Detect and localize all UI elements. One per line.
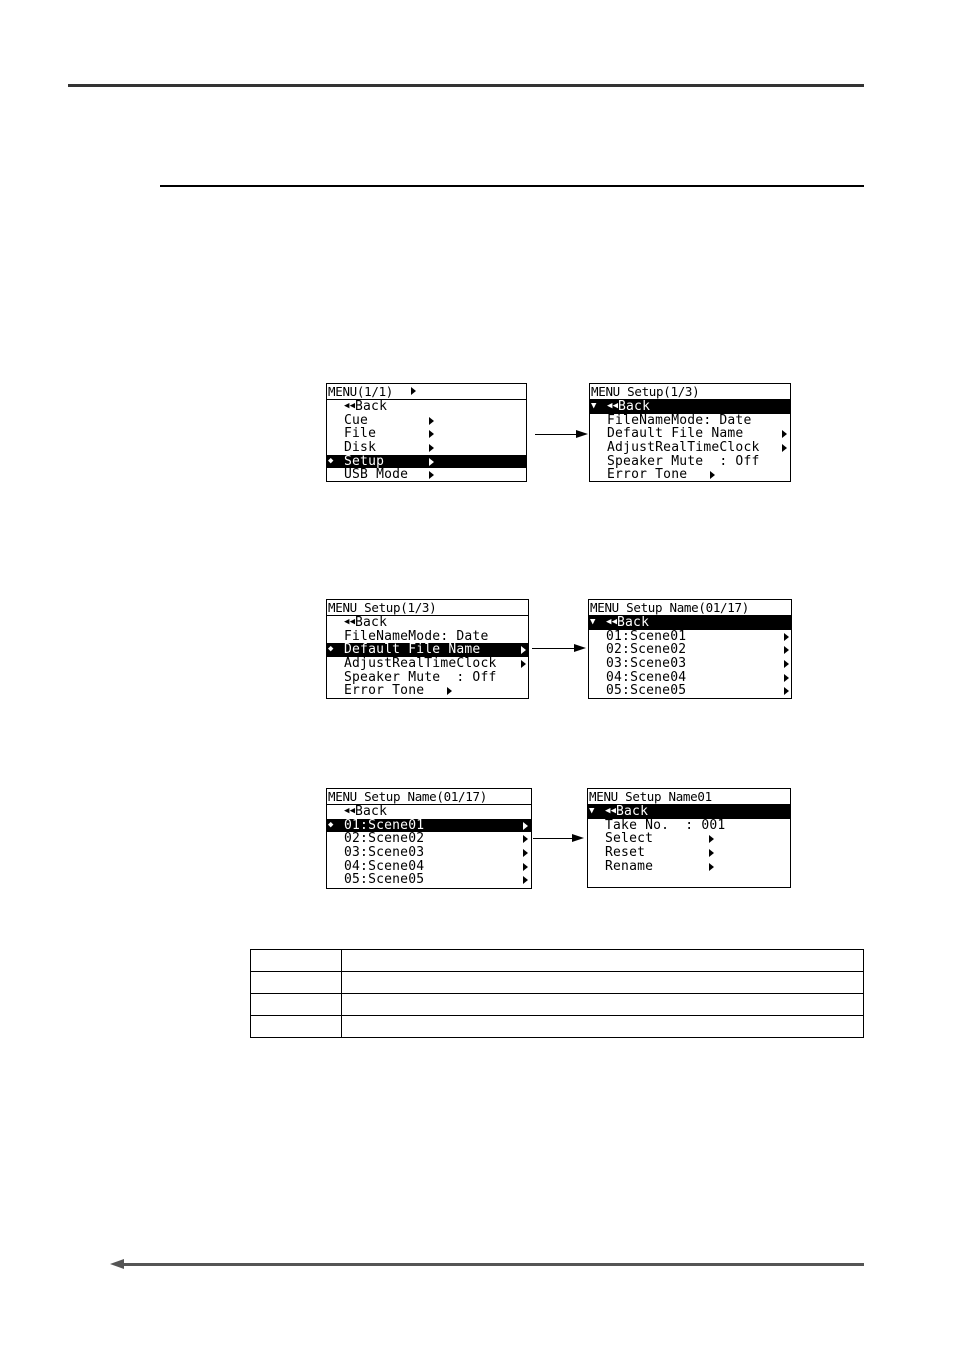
submenu-arrow-icon [709, 835, 714, 843]
lcd-title: MENU Setup Name01 [588, 789, 790, 805]
lcd-row-rename[interactable]: Rename [588, 860, 790, 874]
lcd-row-scene[interactable]: 03:Scene03 [589, 657, 791, 671]
lcd-row-scene[interactable]: 05:Scene05 [589, 684, 791, 698]
lcd-row-adjust-clock[interactable]: AdjustRealTimeClock [327, 657, 528, 671]
submenu-arrow-icon [523, 835, 528, 843]
lcd-row-scene[interactable]: 04:Scene04 [327, 860, 531, 874]
submenu-arrow-icon [784, 687, 789, 695]
lcd-row-scene[interactable]: 01:Scene01 [589, 630, 791, 644]
table-cell [342, 950, 864, 972]
submenu-arrow-icon [784, 660, 789, 668]
lcd-row-scene[interactable]: 02:Scene02 [327, 832, 531, 846]
table-cell [342, 994, 864, 1016]
lcd-row-setup[interactable]: ◆ Setup [327, 455, 526, 469]
section-rule [160, 185, 864, 187]
submenu-arrow-icon [710, 471, 715, 479]
lcd-row-usb-mode[interactable]: USB Mode [327, 468, 526, 482]
table-row [251, 950, 864, 972]
back-icon: ◀◀ [344, 806, 356, 816]
table-cell [342, 1016, 864, 1038]
table-cell [251, 972, 342, 994]
lcd-screen-name01 [587, 788, 791, 888]
submenu-arrow-icon [523, 849, 528, 857]
submenu-arrow-icon [447, 687, 452, 695]
lcd-title: MENU Setup(1/3) [327, 600, 528, 616]
lcd-row-back[interactable]: ▼ ◀◀ Back [590, 400, 790, 414]
lcd-title: MENU(1/1) [327, 384, 526, 400]
table-cell [342, 972, 864, 994]
lcd-row-scene[interactable]: ◆ 01:Scene01 [327, 819, 531, 833]
flow-arrow-icon [576, 430, 588, 438]
submenu-arrow-icon [784, 674, 789, 682]
lcd-row-disk[interactable]: Disk [327, 441, 526, 455]
back-icon: ◀◀ [607, 401, 619, 411]
scroll-down-icon: ▼ [591, 401, 597, 411]
lcd-title: MENU Setup Name(01/17) [589, 600, 791, 616]
submenu-arrow-icon [429, 430, 434, 438]
lcd-title: MENU Setup Name(01/17) [327, 789, 531, 805]
settings-table [250, 949, 864, 1038]
lcd-row-select[interactable]: Select [588, 832, 790, 846]
footer-rule [122, 1263, 864, 1266]
submenu-arrow-icon [709, 863, 714, 871]
back-icon: ◀◀ [606, 617, 618, 627]
lcd-row-scene[interactable]: 05:Scene05 [327, 873, 531, 887]
submenu-arrow-icon [709, 849, 714, 857]
lcd-row-filenamemode[interactable]: FileNameMode: Date [344, 628, 489, 644]
submenu-arrow-icon [521, 660, 526, 668]
lcd-row-error-tone[interactable]: Error Tone [327, 684, 528, 698]
table-row [251, 972, 864, 994]
lcd-row-speaker-mute[interactable]: Speaker Mute : Off [344, 669, 497, 685]
table-cell [251, 994, 342, 1016]
table-row [251, 994, 864, 1016]
submenu-arrow-icon [429, 444, 434, 452]
scroll-down-icon: ▼ [590, 617, 596, 627]
lcd-screen-name-list [588, 599, 792, 699]
submenu-arrow-icon [429, 471, 434, 479]
submenu-arrow-icon [784, 646, 789, 654]
back-icon: ◀◀ [344, 617, 356, 627]
lcd-row-back[interactable]: ◀◀ Back [344, 615, 388, 630]
lcd-screen-setup [589, 383, 791, 482]
lcd-row-default-file-name[interactable]: Default File Name [590, 427, 790, 441]
lcd-row-scene[interactable]: 02:Scene02 [589, 643, 791, 657]
lcd-row-cue[interactable]: Cue [327, 414, 526, 428]
submenu-arrow-icon [784, 633, 789, 641]
lcd-row-scene[interactable]: 03:Scene03 [327, 846, 531, 860]
submenu-arrow-icon [521, 646, 526, 654]
lcd-row-file[interactable]: File [327, 427, 526, 441]
lcd-row-back[interactable]: ▼ ◀◀ Back [588, 805, 790, 819]
lcd-row-reset[interactable]: Reset [588, 846, 790, 860]
submenu-arrow-icon [429, 458, 434, 466]
scroll-updown-icon: ◆ [328, 644, 334, 655]
header-rule [68, 84, 864, 87]
table-row [251, 1016, 864, 1038]
lcd-row-back[interactable]: Back ◀◀ [344, 399, 388, 414]
submenu-arrow-icon [523, 863, 528, 871]
lcd-screen-name-list [326, 788, 532, 889]
lcd-row-default-file-name[interactable]: ◆ Default File Name [327, 643, 528, 657]
flow-arrow-line [533, 838, 576, 839]
scroll-updown-icon: ◆ [328, 455, 334, 466]
table-cell [251, 950, 342, 972]
submenu-arrow-icon [523, 822, 528, 830]
back-icon: ◀◀ [344, 401, 356, 411]
lcd-row-error-tone[interactable]: Error Tone [590, 468, 790, 482]
lcd-screen-setup [326, 599, 529, 699]
flow-arrow-icon [572, 834, 584, 842]
flow-arrow-line [532, 648, 578, 649]
table-cell [251, 1016, 342, 1038]
lcd-row-filenamemode[interactable]: FileNameMode: Date [607, 412, 752, 428]
lcd-row-back[interactable]: ◀◀ Back [344, 804, 388, 819]
flow-arrow-line [535, 434, 580, 435]
lcd-row-speaker-mute[interactable]: Speaker Mute : Off [607, 453, 760, 469]
lcd-screen-menu [326, 383, 527, 482]
lcd-row-scene[interactable]: 04:Scene04 [589, 671, 791, 685]
flow-arrow-icon [574, 644, 586, 652]
submenu-arrow-icon [429, 417, 434, 425]
lcd-row-adjust-clock[interactable]: AdjustRealTimeClock [590, 441, 790, 455]
submenu-arrow-icon [782, 444, 787, 452]
scroll-down-icon: ▼ [589, 806, 595, 816]
lcd-row-back[interactable]: ▼ ◀◀ Back [589, 616, 791, 630]
scroll-updown-icon: ◆ [328, 819, 334, 830]
submenu-arrow-icon [523, 876, 528, 884]
lcd-row-take-no[interactable]: Take No. : 001 [605, 817, 726, 833]
lcd-title: MENU Setup(1/3) [590, 384, 790, 400]
submenu-arrow-icon [782, 430, 787, 438]
back-icon: ◀◀ [605, 806, 617, 816]
